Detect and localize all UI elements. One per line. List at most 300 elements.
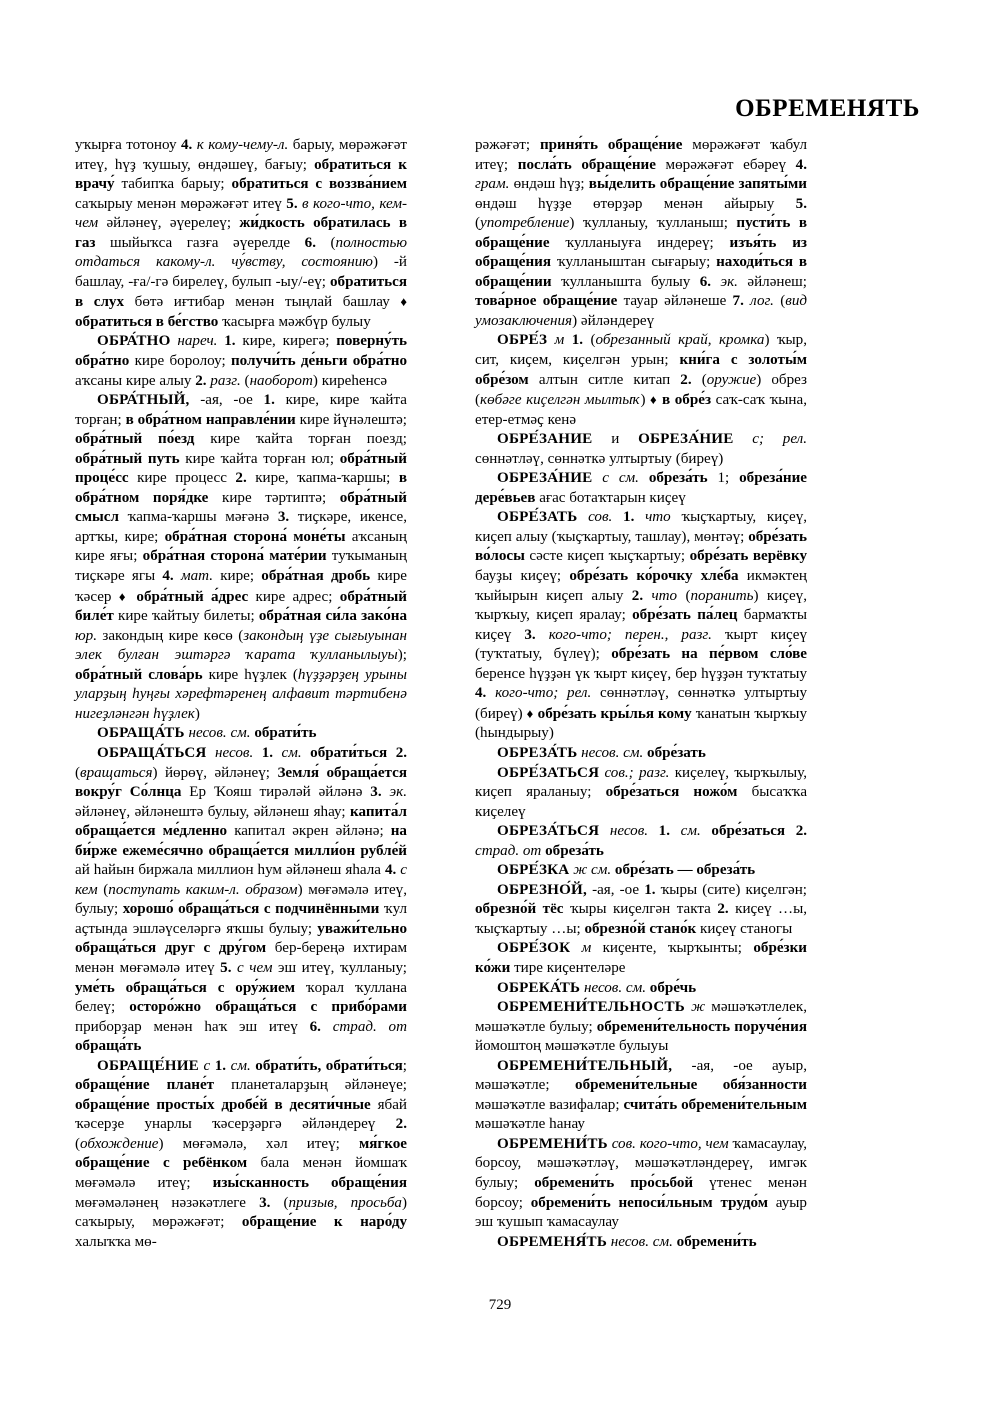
entry-phrase: обраще́ние плане́т — [75, 1077, 215, 1094]
dictionary-entry — [475, 764, 807, 823]
entry-headword: ОБРЕЗА́НИЕ — [638, 431, 734, 448]
entry-text: киҫенте, ҡырҡынты; — [591, 940, 754, 957]
entry-text: ) -й башлау, -ға/-гә бирелеү, булып -ыу/-еү; — [75, 254, 407, 290]
entry-phrase: обрати́ться — [310, 744, 388, 761]
entry-text: мөрәжәғәт ҡабул итеү; — [475, 137, 808, 173]
entry-text: халыҡҡа мө- — [75, 1233, 157, 1250]
entry-label: вращаться — [80, 764, 153, 781]
entry-phrase: поверну́ть обра́тно — [75, 333, 407, 370]
entry-text — [701, 823, 712, 839]
dictionary-entry — [475, 1057, 807, 1135]
entry-text: ҡыҫҡартыу, киҫеү, киҫеп алыу (ҡыҫҡартыу, ташлау), мөнтәү; — [475, 509, 808, 545]
entry-phrase: 1. — [571, 332, 584, 349]
entry-phrase: обра́тный проце́сс — [75, 450, 407, 487]
entry-phrase: обра́тный биле́т — [75, 588, 408, 625]
entry-text: кире, кирегә; — [235, 333, 337, 350]
entry-headword: ОБРЕЗНО́Й, — [497, 881, 587, 898]
entry-phrase: 3. — [259, 1194, 271, 1211]
entry-text: кире ҡайтыу билеты; — [113, 608, 259, 625]
entry-label: вид умозаключения — [475, 293, 807, 329]
entry-text — [387, 745, 396, 761]
entry-label: эк. — [720, 273, 738, 290]
entry-text: ( — [475, 215, 481, 232]
entry-text: бөтә иғтибар менән тыңлай башлау — [124, 294, 401, 311]
entry-headword: ОБРЕКА́ТЬ — [497, 979, 581, 996]
entry-text — [612, 509, 623, 525]
entry-text: үтенес менән борсоу; — [475, 1174, 807, 1211]
entry-phrase: 3. — [370, 784, 382, 801]
entry-label: эк. — [389, 784, 407, 801]
entry-phrase: уважи́тельно обраща́ться друг с дру́гом — [75, 920, 407, 957]
entry-text: ) мөғәмәлә, хәл итеү; — [158, 1135, 359, 1152]
entry-text — [670, 823, 681, 839]
entry-phrase: Земля́ обраща́ется вокру́г Со́лнца — [75, 764, 407, 801]
column-container — [75, 136, 920, 1252]
entry-text: мәшәҡәтле вазифалар; — [475, 1096, 624, 1113]
entry-label: что — [645, 509, 671, 526]
entry-phrase: обре́зать верёвку — [689, 548, 807, 565]
entry-headword: ОБРЕЗА́НИЕ — [497, 470, 593, 487]
entry-text: бер-береңә ихтирам менән мөғәмәлә итеү — [75, 940, 407, 976]
entry-label: көбәге киҫелгән мылтыҡ — [480, 392, 641, 409]
entry-headword: ОБРЕМЕНИ́ТЕЛЬНОСТЬ — [497, 999, 685, 1016]
entry-text: ; — [402, 1057, 407, 1074]
entry-phrase: обре́зать во́лосы — [475, 528, 807, 565]
entry-text — [486, 685, 495, 701]
entry-phrase: 4. — [384, 862, 397, 879]
phraseology-bullet-icon: ♦ — [526, 705, 534, 721]
entry-text: сөннәтләү, сөннәткә ултыртыу (биреү) — [475, 685, 807, 722]
entry-text: ҡулланышта булыу — [551, 273, 700, 290]
entry-label: сов.; разг. — [604, 764, 670, 781]
entry-phrase: 4. — [475, 685, 487, 702]
entry-phrase: обрати́ть, обрати́ться — [255, 1057, 403, 1074]
entry-text: ) мөғәмәлә итеү, булыу; — [75, 881, 407, 918]
entry-text — [648, 823, 659, 839]
entry-text: ) киҫеү, ҡырҡыу, киҫеп яралау; — [475, 587, 807, 624]
entry-text — [253, 745, 262, 761]
running-head: ОБРЕМЕНЯТЬ — [735, 95, 920, 122]
entry-text: беренсе һүҙҙән үк ҡырт киҫеү, бер һүҙҙән туҡтатыу — [475, 665, 807, 682]
entry-text: ( — [97, 881, 109, 898]
entry-headword: ОБРЕ́ЗАНИЕ — [497, 431, 593, 448]
entry-text: ҡасырға мәжбүр булыу — [218, 313, 371, 330]
entry-phrase: 2. — [717, 901, 729, 918]
entry-phrase: това́рное обраще́ние — [475, 293, 618, 310]
entry-text: ( — [315, 234, 336, 251]
entry-label: с см. — [602, 470, 639, 487]
entry-headword: ОБРАЩА́ТЬ — [97, 725, 185, 742]
entry-text — [733, 431, 752, 447]
entry-text: приборҙар менән һаҡ эш итеү — [75, 1018, 310, 1035]
entry-label: употребление — [480, 215, 570, 232]
entry-text — [321, 1019, 333, 1035]
entry-label: кого-что; перен., разг. — [548, 626, 712, 643]
entry-headword: ОБРЕЗА́ТЬ — [497, 744, 578, 761]
entry-phrase: 1. — [623, 509, 635, 526]
entry-text: ( — [75, 764, 81, 781]
entry-label: что — [651, 587, 678, 604]
entry-label: м — [554, 332, 565, 349]
entry-phrase: 2. — [395, 744, 408, 761]
entry-phrase: обра́тный слова́рь — [75, 666, 203, 683]
entry-text: тауар әйләнеше — [617, 293, 733, 310]
entry-phrase: уме́ть обраща́ться с ору́жием — [75, 979, 296, 996]
entry-text: ( — [583, 332, 596, 349]
entry-label: ж — [691, 999, 706, 1016]
entry-text — [273, 745, 282, 761]
entry-text: ҡапма-ҡаршы мәғәнә — [118, 509, 278, 526]
entry-text: кире; — [212, 568, 262, 585]
entry-phrase: хорошо́ обраща́ться с подчинёнными — [122, 901, 380, 918]
entry-phrase: обрезно́й тёс — [475, 901, 564, 918]
entry-text — [207, 745, 216, 761]
entry-phrase: в обра́тном направле́нии — [125, 411, 296, 428]
entry-label: с чем — [237, 959, 273, 976]
dictionary-entry — [475, 430, 807, 469]
dictionary-entry — [475, 939, 807, 978]
entry-phrase: обремени́ть непоси́льным трудо́м — [530, 1194, 769, 1211]
entry-text: -ая, -ое ауыр, мәшәҡәтле; — [475, 1057, 807, 1094]
entry-phrase: обра́тная сторона́ моне́ты — [164, 528, 346, 545]
entry-phrase: обра́тный а́дрес — [136, 588, 249, 605]
entry-phrase: 1. — [263, 392, 275, 409]
dictionary-entry — [475, 1135, 807, 1233]
entry-phrase: 1. — [214, 1057, 227, 1074]
entry-phrase: обре́заться — [711, 823, 786, 840]
entry-phrase: 5. — [286, 195, 298, 212]
entry-text: икмәктең ҡыйырын киҫеп алыу — [475, 568, 807, 604]
entry-phrase: 2. — [795, 823, 808, 840]
entry-phrase: получи́ть де́ньги обра́тно — [230, 353, 407, 370]
entry-label: с кем — [75, 862, 407, 898]
entry-text: әйләнеш; — [737, 273, 807, 290]
entry-text: ағас ботаҡтарын киҫеү — [535, 489, 686, 506]
entry-label: сов. — [588, 509, 613, 526]
entry-phrase: обреза́ть — [648, 470, 708, 487]
dictionary-entry — [75, 391, 407, 724]
entry-phrase: осторо́жно обраща́ться с прибо́рами — [129, 999, 407, 1016]
entry-text: йомоштоң мәшәҡәтле булыуы — [475, 1038, 669, 1055]
dictionary-entry — [475, 469, 807, 508]
entry-phrase: обрезно́й стано́к — [584, 920, 697, 937]
entry-label: несов. см. — [610, 1233, 673, 1250]
entry-text: киҫеү …ы, ҡыҫҡартыу …ы; — [475, 901, 807, 937]
entry-text: ҡорал ҡуллана белеү; — [75, 979, 408, 1016]
entry-text: бармаҡты киҫеү — [475, 607, 807, 643]
entry-label: мат. — [180, 568, 213, 585]
entry-text: сөннәтләү, сөннәткә ултыртыу (биреү) — [475, 450, 724, 467]
entry-text: кире процесс — [128, 470, 236, 487]
entry-label: несов. — [609, 823, 649, 840]
entry-text — [639, 470, 649, 486]
entry-phrase: изы́сканность обраще́ния — [212, 1174, 407, 1191]
entry-text — [564, 332, 571, 348]
entry-text: ) саҡырыу, мөрәжәғәт; — [75, 1194, 407, 1231]
entry-text: мәшәҡәтле һанау — [475, 1116, 585, 1133]
entry-label: грам. — [475, 176, 510, 193]
entry-label: поступать каким-л. образом — [108, 881, 298, 898]
entry-text: ҡыры (сите) киҫелгән; — [655, 881, 807, 898]
entry-phrase: 1. — [261, 744, 274, 761]
entry-phrase: 2. — [195, 372, 207, 389]
dictionary-entry — [475, 822, 807, 861]
dictionary-entry — [475, 979, 807, 999]
entry-phrase: обра́тная си́ла зако́на — [258, 608, 408, 625]
entry-text: ); — [397, 647, 407, 664]
page-number: 729 — [488, 1297, 512, 1313]
entry-text: ( — [691, 371, 707, 388]
entry-text: табипҡа барыу; — [114, 176, 232, 193]
dictionary-entry — [475, 1233, 807, 1253]
entry-phrase: обреза́ние дере́вьев — [475, 470, 807, 506]
dictionary-entry — [475, 744, 807, 764]
entry-phrase: вы́делить обраще́ние запяты́ми — [588, 176, 807, 193]
entry-phrase: 4. — [162, 568, 174, 585]
entry-phrase: обре́заться ножо́м — [605, 784, 738, 801]
entry-text — [536, 627, 549, 643]
entry-headword: ОБРЕМЕНИ́ТЕЛЬНЫЙ, — [497, 1057, 673, 1074]
entry-phrase: 5. — [795, 195, 807, 212]
entry-phrase: 3. — [524, 626, 536, 643]
entry-label: к кому-чему-л. — [196, 137, 289, 153]
entry-label: кого-что; рел. — [495, 685, 592, 702]
entry-label: несов. см. — [581, 744, 644, 761]
entry-phrase: обратиться к врачу́ — [75, 156, 407, 193]
entry-text: Ер Ҡояш тирәләй әйләнә — [181, 784, 371, 801]
entry-phrase: мя́гкое обраще́ние с ребёнком — [75, 1135, 407, 1172]
dictionary-entry — [75, 1057, 407, 1252]
entry-text: ябай ҡәсерҙе унарлы ҡәсерҙәргә әйләндереү — [75, 1096, 407, 1133]
entry-phrase: 1. — [644, 881, 656, 898]
entry-text: тиҫкәре, икенсе, артҡы, кире; — [75, 509, 407, 545]
entry-text: ай һайын биржала миллион һум әйләнеш яһала — [75, 862, 385, 879]
entry-text — [302, 745, 311, 761]
entry-phrase: 6. — [309, 1018, 321, 1035]
entry-text — [547, 332, 554, 348]
entry-phrase: 2. — [631, 587, 644, 604]
entry-phrase: обраща́ть — [75, 1038, 142, 1055]
entry-phrase: обремени́тельность поруче́ния — [596, 1018, 807, 1035]
entry-label: см. — [281, 744, 302, 761]
entry-text: ҡулланыштан сығарыу; — [551, 254, 717, 271]
entry-text: ҡул аҫтында эшләүселәргә яҡшы булыу; — [75, 901, 408, 937]
entry-phrase: обре́чь — [649, 979, 697, 996]
entry-label: несов. — [215, 744, 254, 761]
entry-phrase: 3. — [277, 509, 290, 526]
entry-text: ( — [75, 1135, 81, 1152]
entry-text: киҫеү станогы — [696, 920, 793, 937]
entry-headword: ОБРАЩЕ́НИЕ — [97, 1057, 199, 1074]
phraseology-bullet-icon: ♦ — [650, 392, 658, 408]
entry-text: бала менән йомшаҡ мөғәмәлә итеү; — [75, 1155, 408, 1191]
entry-text: кире һүҙлек ( — [202, 666, 298, 683]
entry-text — [592, 470, 602, 486]
entry-phrase: 4. — [180, 137, 193, 153]
left-column — [75, 136, 407, 1252]
entry-headword: ОБРА́ТНЫЙ, — [97, 392, 190, 409]
entry-text: әйләнеү, әйләнештә булыу, әйләнеш яһау; — [75, 803, 351, 820]
entry-label: обрезанный край, кромка — [595, 332, 765, 349]
entry-text: -ая, -ое — [189, 392, 264, 409]
entry-text: ) ҡулланыу, ҡулланыш; — [569, 215, 737, 232]
entry-text — [570, 940, 581, 956]
entry-phrase: приня́ть обраще́ние — [539, 137, 683, 153]
entry-headword: ОБРЕ́ЗАТЬ — [497, 509, 578, 526]
entry-text — [382, 784, 390, 800]
entry-phrase: обре́зать ко́рочку хле́ба — [569, 568, 739, 585]
entry-label: поранить — [690, 587, 754, 604]
entry-text: киҫелеү, ҡырҡылыу, киҫеп яраланыу; — [475, 764, 807, 801]
entry-text: кире ҡайта торған юл; — [179, 450, 340, 467]
entry-text: ) киреһенсә — [312, 372, 388, 389]
entry-headword: ОБРЕ́ЗОК — [497, 940, 571, 957]
entry-phrase: обремени́ть про́сьбой — [534, 1174, 694, 1191]
entry-phrase: обремени́ть — [676, 1233, 757, 1250]
dictionary-entry — [75, 744, 407, 1057]
dictionary-entry — [475, 331, 807, 430]
entry-phrase: обра́тный путь — [75, 450, 180, 467]
entry-text: сәсте киҫеп ҡыҫҡартыу; — [524, 548, 690, 565]
entry-text: мәшәҡәтлелек, мәшәҡәтле булыу; — [475, 999, 807, 1035]
entry-text: өндәш һүҙҙе өтөрҙәр менән айырыу — [475, 195, 796, 212]
entry-text — [577, 509, 588, 525]
dictionary-entry — [75, 332, 407, 391]
entry-phrase: жи́дкость обратилась в газ — [75, 215, 407, 251]
entry-label: см. — [680, 823, 701, 840]
entry-text: кире, ҡапма-ҡаршы; — [246, 470, 399, 487]
entry-text: өндәш һүҙ; — [509, 176, 589, 193]
entry-phrase: 2. — [395, 1116, 407, 1133]
entry-headword: ОБРА́ТНО — [97, 333, 171, 350]
entry-phrase: обра́тная дробь — [261, 568, 371, 585]
entry-text: закондың кире көсө ( — [96, 627, 244, 644]
entry-headword: ОБРЕ́ЗАТЬСЯ — [497, 764, 600, 781]
entry-text: ҡанатын ҡырҡыу (һындырыу) — [475, 705, 807, 742]
entry-text: аҡсаның кире яғы; — [75, 528, 408, 565]
entry-text: эш итеү, ҡулланыу; — [272, 959, 407, 976]
entry-phrase: в обра́тном поря́дке — [75, 470, 408, 506]
dictionary-entry — [475, 998, 807, 1057]
entry-text: ҡырт киҫеү (туҡтатыу, бүлеү); — [475, 626, 808, 663]
entry-text: ( — [240, 372, 250, 389]
entry-text: ) йөрөү, әйләнеү; — [152, 764, 278, 781]
dictionary-entry — [475, 508, 807, 744]
entry-text: ( — [677, 587, 691, 604]
entry-label: ж см. — [573, 862, 612, 879]
entry-phrase: 1. — [658, 823, 670, 840]
entry-text — [634, 509, 645, 525]
entry-text: кире йүнәлештә; — [295, 411, 408, 428]
entry-phrase: капита́л обраща́ется ме́дленно — [75, 803, 407, 840]
entry-text: кире ҡәсер — [75, 568, 407, 605]
entry-text: ) обрез ( — [475, 371, 807, 409]
entry-phrase: 5. — [220, 959, 232, 976]
entry-text: шыйыҡса газға әүерелде — [95, 234, 305, 251]
entry-label: һүҙҙәрҙең урыны уларҙың һуңғы хәрефтәренең алфавит тәртибенә нигеҙләнгән һүҙлек — [75, 666, 407, 722]
entry-text: туҡыманың тиҫкәре ягы — [75, 548, 407, 585]
entry-label: обхождение — [80, 1135, 159, 1152]
entry-phrase: обре́зать па́лец — [632, 607, 738, 624]
entry-phrase: обре́зать на пе́рвом сло́ве — [611, 646, 808, 663]
entry-phrase: находи́ться в обраще́нии — [475, 254, 807, 290]
entry-text: и — [592, 431, 639, 448]
entry-phrase: кни́га с золоты́м обре́зом — [475, 352, 808, 388]
entry-label: с — [203, 1057, 211, 1074]
entry-phrase: обре́зать кры́лья кому — [537, 705, 692, 722]
entry-text: кире тәртиптә; — [208, 489, 340, 506]
entry-text: бауҙы киҫеү; — [475, 568, 570, 585]
entry-phrase: обре́зать — [647, 744, 706, 761]
entry-phrase: обра́тный по́езд — [75, 431, 195, 448]
entry-headword: ОБРЕЗА́ТЬСЯ — [497, 823, 600, 840]
dictionary-entry — [475, 881, 807, 940]
entry-label: с; рел. — [752, 431, 807, 448]
entry-label: наоборот — [249, 372, 313, 389]
entry-text: ) ҡыр, сит, киҫем, киҫелгән урын; — [475, 332, 808, 369]
entry-phrase: обра́тный смысл — [75, 489, 407, 526]
entry-text: ) — [640, 392, 651, 409]
entry-text: саҡырыу менән мөрәжәғәт итеү — [75, 195, 287, 212]
entry-phrase: 2. — [680, 371, 692, 388]
entry-label: полностью отдаться какому-л. чу́вству, состоянию — [75, 234, 407, 271]
entry-phrase: обра́тная сторона́ мате́рии — [142, 548, 327, 565]
entry-phrase: в обре́з — [662, 392, 712, 409]
entry-text: барыу, мөрәжәғәт итеү, һүҙ ҡушыу, өндәшеү, бағыу; — [75, 137, 408, 173]
entry-text: капитал әкрен әйләнә; — [227, 823, 391, 840]
entry-label: см. — [230, 1057, 251, 1074]
entry-phrase: обремени́тельные обя́занности — [575, 1077, 808, 1094]
entry-label: оружие — [706, 371, 757, 388]
entry-text: ) әйләндереү — [572, 312, 655, 329]
entry-text: кире боролоу; — [129, 353, 231, 370]
entry-label: страд. от — [475, 842, 542, 859]
entry-phrase: пусти́ть в обраще́ние — [475, 215, 807, 251]
phraseology-bullet-icon: ♦ — [400, 294, 407, 310]
entry-label: разг. — [210, 372, 241, 389]
entry-text: планеталарҙың әйләнеүе; — [214, 1077, 407, 1094]
entry-label: лог. — [750, 293, 774, 310]
entry-text: саҡ-саҡ ҡына, етер-етмәҫ кенә — [475, 392, 807, 428]
entry-text: бысаҡҡа киҫелеү — [475, 784, 808, 820]
entry-text: мөғәмәләнең нәзәкәтлеге — [75, 1194, 260, 1211]
entry-phrase: 7. — [732, 293, 744, 310]
entry-phrase: изъя́ть из обраще́ния — [475, 234, 808, 271]
entry-headword: ОБРЕМЕНЯ́ТЬ — [497, 1233, 608, 1250]
entry-text: ҡыры киҫелгән такта — [563, 901, 718, 918]
entry-label: несов. см. — [188, 725, 251, 742]
entry-text: кире адрес; — [248, 588, 340, 605]
entry-text: кире ҡайта торған поезд; — [194, 431, 407, 448]
entry-label: в кого-что, кем-чем — [75, 195, 407, 232]
entry-text: мөрәжәғәт ебәреү — [655, 156, 796, 173]
entry-text: ( — [270, 1194, 289, 1211]
entry-phrase: на би́рже ежеме́сячно обраща́ется милли́он рубле́й — [75, 823, 407, 859]
entry-label: закондың үҙе сығыуынан элек булған эштәргә ҡарата ҡулланылыуы — [75, 627, 407, 664]
entry-headword: ОБРАЩА́ТЬСЯ — [97, 744, 207, 761]
entry-text: ауыр эш ҡушып ҡамасаулау — [475, 1194, 807, 1231]
entry-phrase: обраще́ние просты́х дробе́й в десяти́чные — [75, 1096, 371, 1113]
entry-phrase: 2. — [235, 470, 247, 487]
entry-phrase: обре́зать — обреза́ть — [614, 862, 756, 879]
entry-text — [599, 823, 610, 839]
entry-text: алтын ситле китап — [528, 371, 681, 388]
entry-text: әйләнеү, әүерелеү; — [98, 215, 240, 232]
entry-phrase: обреза́ть — [545, 842, 604, 859]
entry-phrase: 1. — [224, 333, 236, 350]
entry-text: 1; — [707, 470, 740, 487]
entry-headword: ОБРЕ́З — [497, 332, 548, 349]
